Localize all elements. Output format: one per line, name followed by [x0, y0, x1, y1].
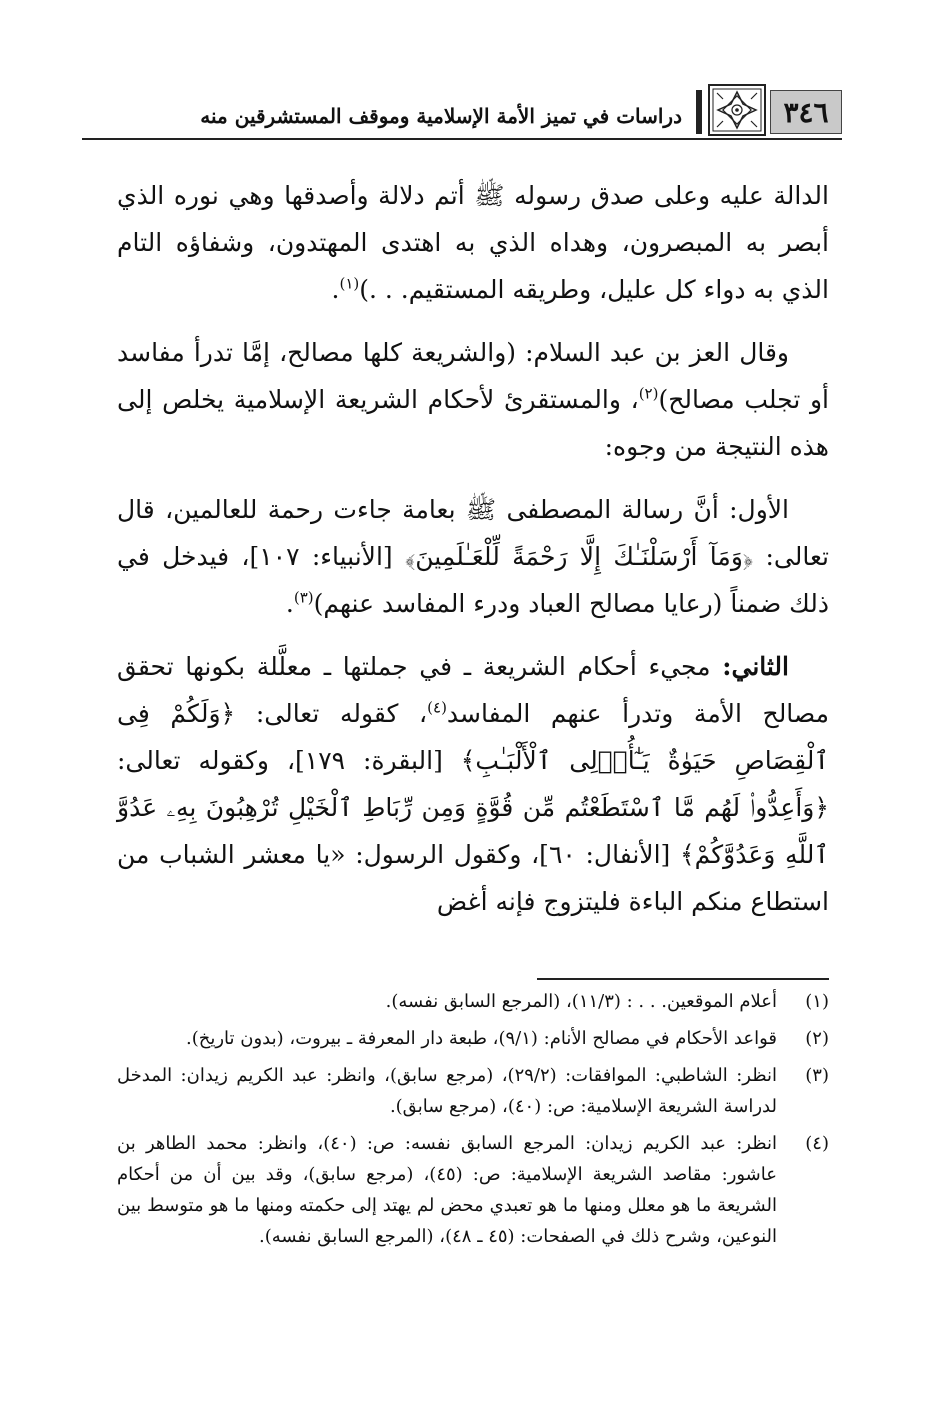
footnote: [117, 1060, 829, 1122]
footnote: [117, 1128, 829, 1252]
paragraph-text: ، كقوله تعالى: ﴿وَلَكُمْ فِى ٱلْقِصَاصِ حَيَوٰةٌ يَـٰٓأُو۟لِى ٱلْأَلْبَـٰبِ﴾ [البقرة: ١٧٩]، وكقوله تعالى: ﴿وَأَعِدُّوا۟ لَهُم مَّا ٱسْتَطَعْتُم مِّن قُوَّةٍ وَمِن رِّبَاطِ ٱلْخَيْلِ تُرْهِبُونَ بِهِۦ عَدُوَّ ٱللَّهِ وَعَدُوَّكُمْ﴾ [الأنفال: ٦٠]، وكقول الرسول: «يا معشر الشباب من استطاع منكم الباءة فليتزوج فإنه أغض: [117, 699, 829, 916]
footnote: [117, 1023, 829, 1054]
paragraph-end: .: [331, 275, 340, 304]
footnote-text: قواعد الأحكام في مصالح الأنام: (٩/١)، طبعة دار المعرفة ـ بيروت، (بدون تاريخ).: [185, 1028, 777, 1049]
paragraph-end: .: [285, 589, 294, 618]
page-header: [82, 82, 842, 140]
paragraph-text: الدالة عليه وعلى صدق رسوله ﷺ أتم دلالة وأصدقها وهي نوره الذي أبصر به المبصرون، وهداه الذي به اهتدى المهتدون، وشفاؤه التام الذي به دواء كل عليل، وطريقه المستقيم. . .): [117, 181, 829, 304]
footnote-ref: (٤): [427, 698, 447, 717]
running-title: دراسات في تميز الأمة الإسلامية وموقف المستشرقين منه: [200, 104, 682, 128]
footnote-ref: (٢): [638, 384, 659, 403]
paragraph: [117, 329, 829, 470]
footnote-ref: (١): [339, 274, 360, 293]
footnotes: [117, 986, 829, 1258]
point-label: الثاني:: [722, 652, 789, 681]
footnote-number: (٣): [805, 1065, 829, 1086]
paragraph-text: ، والمستقرئ لأحكام الشريعة الإسلامية يخلص إلى هذه النتيجة من وجوه:: [117, 385, 829, 461]
footnote-ref: (٣): [293, 588, 314, 607]
footnote-text: انظر: الشاطبي: الموافقات: (٢٩/٢)، (مرجع سابق)، وانظر: عبد الكريم زيدان: المدخل لدراسة الشريعة الإسلامية: ص: (٤٠)، (مرجع سابق).: [117, 1065, 777, 1117]
footnote-rule: [537, 978, 829, 980]
paragraph-text: وقال العز بن عبد السلام: (والشريعة كلها مصالح، إمَّا تدرأ مفاسد أو تجلب مصالح): [117, 338, 829, 414]
paragraph: [117, 486, 829, 627]
ornament-icon: [708, 84, 766, 136]
paragraph: [117, 643, 829, 925]
header-divider: [696, 90, 702, 134]
paragraph-text: الأول: أنَّ رسالة المصطفى ﷺ بعامة جاءت رحمة للعالمين، قال تعالى: ﴿وَمَآ أَرْسَلْنَـٰكَ إِلَّا رَحْمَةً لِّلْعَـٰلَمِينَ﴾ [الأنبياء: ١٠٧]، فيدخل في ذلك ضمناً (رعايا مصالح العباد ودرء المفاسد عنهم): [117, 495, 829, 618]
footnote-number: (٢): [805, 1028, 829, 1049]
paragraph: [117, 172, 829, 313]
paragraph-text: مجيء أحكام الشريعة ـ في جملتها ـ معلَّلة بكونها تحقق مصالح الأمة وتدرأ عنهم المفاسد: [117, 652, 829, 728]
footnote-number: (٤): [805, 1133, 829, 1154]
footnote-text: أعلام الموقعين. . . : (١١/٣)، (المرجع السابق نفسه).: [385, 991, 777, 1012]
header-rule: [82, 138, 842, 140]
footnote-text: انظر: عبد الكريم زيدان: المرجع السابق نفسه: ص: (٤٠)، وانظر: محمد الطاهر بن عاشور: مقاصد الشريعة الإسلامية: ص: (٤٥)، (مرجع سابق)، وقد بين أن من أحكام الشريعة ما هو معلل ومنها ما هو تعبدي محض لم يهتد إلى حكمته ومنها ما هو متوسط بين النوعين، وشرح ذلك في الصفحات: (٤٥ ـ ٤٨)، (المرجع السابق نفسه).: [117, 1133, 778, 1247]
footnote-number: (١): [805, 991, 829, 1012]
page-number: ٣٤٦: [770, 90, 842, 134]
main-text: [117, 172, 829, 941]
footnote: [117, 986, 829, 1017]
